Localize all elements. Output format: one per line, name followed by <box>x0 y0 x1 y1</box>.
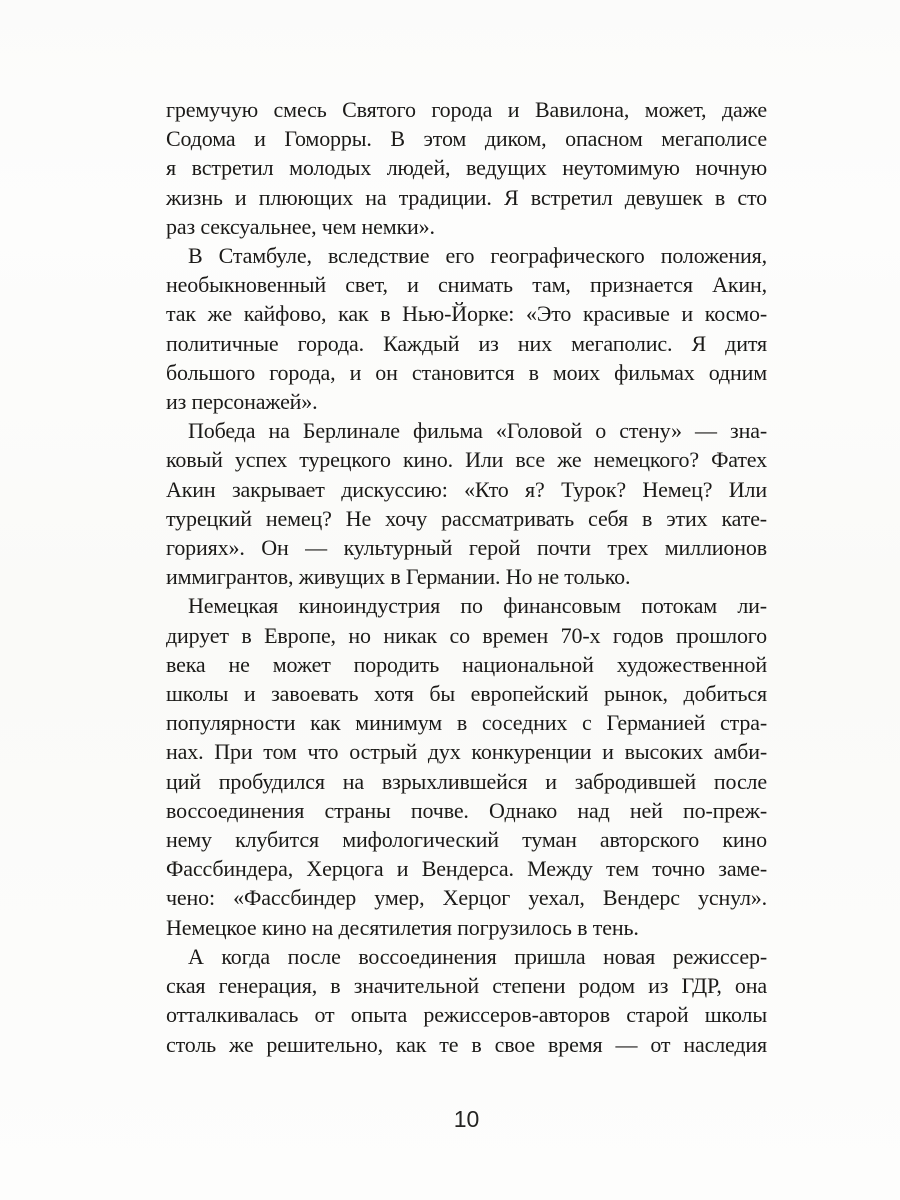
text-line: столь же решительно, как те в свое время — от наследия <box>166 1031 767 1057</box>
text-line: нему клубится мифологический туман авторского кино <box>166 827 767 853</box>
text-line: из персонажей». <box>166 389 318 415</box>
text-line: жизнь и плюющих на традиции. Я встретил девушек в сто <box>166 184 767 210</box>
paragraph <box>166 95 767 241</box>
text-line: Акин закрывает дискуссию: «Кто я? Турок? Немец? Или <box>166 476 767 502</box>
text-line: политичные города. Каждый из них мегаполис. Я дитя <box>166 330 767 356</box>
text-line: чено: «Фассбиндер умер, Херцог уехал, Вендерс уснул». <box>166 885 767 911</box>
text-line: Фассбиндера, Херцога и Вендерса. Между тем точно заме- <box>166 856 767 882</box>
text-line: Содома и Гоморры. В этом диком, опасном мегаполисе <box>166 126 767 152</box>
paragraph <box>166 416 767 591</box>
text-line: ская генерация, в значительной степени родом из ГДР, она <box>166 973 767 999</box>
page-text-block <box>166 95 767 1059</box>
page-number: 10 <box>453 1106 480 1132</box>
text-line: нах. При том что острый дух конкуренции и высоких амби- <box>166 739 767 765</box>
text-line: дирует в Европе, но никак со времен 70-х годов прошлого <box>166 622 767 648</box>
paragraph <box>166 942 767 1059</box>
text-line: популярности как минимум в соседних с Германией стра- <box>166 710 767 736</box>
text-line: века не может породить национальной художественной <box>166 651 767 677</box>
text-line: Немецкое кино на десятилетия погрузилось в тень. <box>166 914 639 940</box>
text-line: необыкновенный свет, и снимать там, признается Акин, <box>166 272 767 298</box>
text-line: Немецкая киноиндустрия по финансовым потокам ли- <box>188 593 767 619</box>
text-line: ковый успех турецкого кино. Или все же немецкого? Фатех <box>166 447 767 473</box>
text-line: так же кайфово, как в Нью-Йорке: «Это красивые и космо- <box>166 301 767 327</box>
text-line: турецкий немец? Не хочу рассматривать себя в этих кате- <box>166 505 767 531</box>
text-line: большого города, и он становится в моих фильмах одним <box>166 359 767 385</box>
text-line: А когда после воссоединения пришла новая режиссер- <box>188 943 767 969</box>
text-line: Победа на Берлинале фильма «Головой о стену» — зна- <box>188 418 767 444</box>
text-line: В Стамбуле, вследствие его географического положения, <box>188 243 767 269</box>
text-line: гориях». Он — культурный герой почти трех миллионов <box>166 535 767 561</box>
text-line: я встретил молодых людей, ведущих неутомимую ночную <box>166 155 767 181</box>
text-line: отталкивалась от опыта режиссеров-авторов старой школы <box>166 1002 767 1028</box>
text-line: иммигрантов, живущих в Германии. Но не только. <box>166 564 631 590</box>
text-line: ций пробудился на взрыхлившейся и забродившей после <box>166 768 767 794</box>
paragraph <box>166 591 767 941</box>
text-line: воссоединения страны почве. Однако над ней по-преж- <box>166 797 767 823</box>
text-line: раз сексуальнее, чем немки». <box>166 213 435 239</box>
text-line: школы и завоевать хотя бы европейский рынок, добиться <box>166 681 767 707</box>
text-line: гремучую смесь Святого города и Вавилона, может, даже <box>166 97 767 122</box>
paragraph <box>166 241 767 416</box>
